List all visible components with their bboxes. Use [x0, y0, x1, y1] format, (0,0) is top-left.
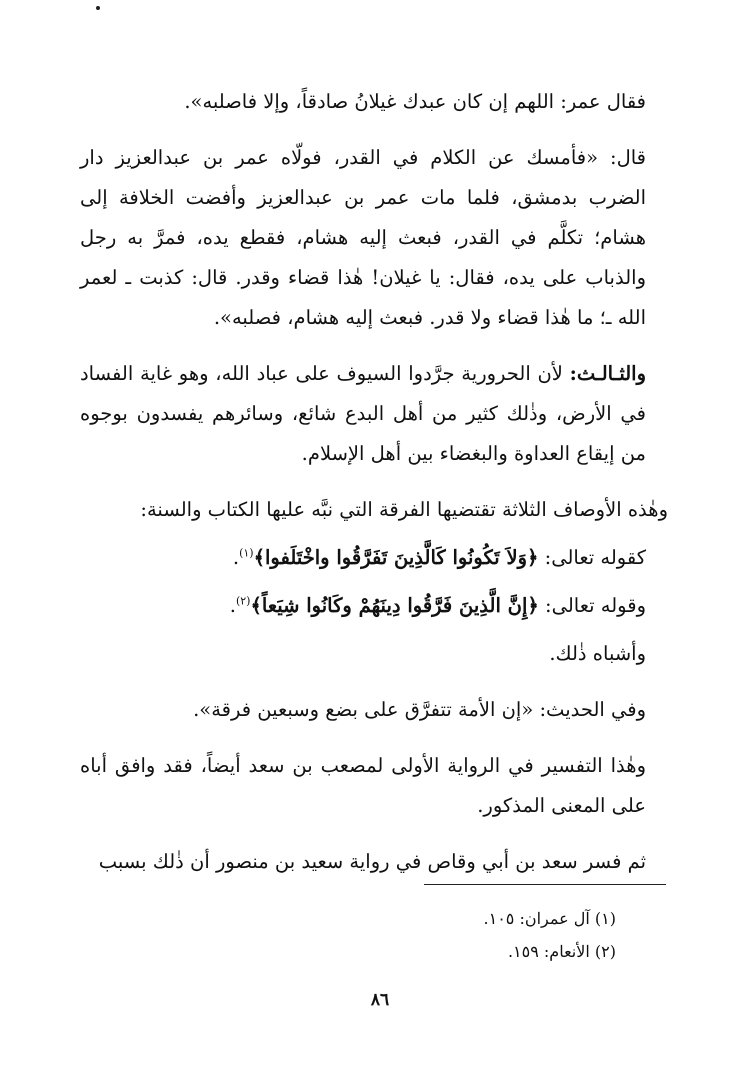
footnote-divider	[424, 884, 666, 885]
footnote-2: (٢) الأنعام: ١٥٩.	[507, 942, 616, 961]
last-paragraph: ثم فسر سعد بن أبي وقاص في رواية سعيد بن منصور أن ذٰلك بسبب	[98, 850, 646, 873]
verse1-suffix: .	[232, 546, 240, 569]
verse-line-2	[80, 586, 668, 626]
paragraph-ghailan-story: قال: «فأمسك عن الكلام في القدر، فولّاه عمر بن عبدالعزيز دار الضرب بدمشق، فلما مات عمر بن عبدالعزيز وأفضت الخلافة إلى هشام؛ تكلَّم في القدر، فبعث إليه هشام، فقطع يده، فمرَّ به رجل والذباب على يده، فقال: يا غيلان! هٰذا قضاء وقدر. قال: كذبت ـ لعمر الله ـ؛ ما هٰذا قضاء ولا قدر. فبعث إليه هشام، فصلبه».	[80, 146, 646, 329]
third-text: لأن الحرورية جرَّدوا السيوف على عباد الله، وهو غاية الفساد في الأرض، وذٰلك كثير من أهل البدع شائع، وسائرهم يفسدون بوجوه من إيقاع العداوة والبغضاء بين أهل الإسلام.	[80, 362, 646, 465]
verse2-text: ﴿إِنَّ الَّذِينَ فَرَّقُوا دِينَهُمْ وكَانُوا شِيَعاً﴾	[250, 594, 539, 617]
footnote-marker-2: (٢)	[235, 594, 251, 608]
footnotes	[360, 902, 616, 968]
verse2-prefix: وقوله تعالى:	[538, 594, 646, 617]
footnote-marker-1: (١)	[239, 546, 254, 560]
intro-line: وهٰذه الأوصاف الثلاثة تقتضيها الفرقة التي نبَّه عليها الكتاب والسنة:	[140, 498, 668, 521]
tafsir-paragraph: وهٰذا التفسير في الرواية الأولى لمصعب بن سعد أيضاً، فقد وافق أباه على المعنى المذكور.	[80, 754, 646, 817]
main-text	[80, 82, 668, 898]
third-lead: والثـالـث:	[569, 362, 646, 385]
verse1-text: ﴿وَلاَ تَكُونُوا كَالَّذِينَ تَفَرَّقُوا واخْتَلَفوا﴾	[253, 546, 539, 569]
paragraph-third-reason	[80, 354, 668, 474]
hadith-line: وفي الحديث: «إن الأمة تتفرَّق على بضع وسبعين فرقة».	[193, 698, 646, 721]
paragraph-umar-prayer: فقال عمر: اللهم إن كان عبدك غيلانُ صادقاً، وإلا فاصلبه».	[184, 90, 646, 113]
similar-line: وأشباه ذٰلك.	[549, 642, 646, 665]
page-speck	[96, 6, 100, 10]
footnote-1: (١) آل عمران: ١٠٥.	[483, 909, 616, 928]
page-number: ٨٦	[370, 990, 390, 1010]
verse-line-1	[80, 538, 668, 578]
verse2-suffix: .	[229, 594, 236, 617]
verse1-prefix: كقوله تعالى:	[538, 546, 646, 569]
